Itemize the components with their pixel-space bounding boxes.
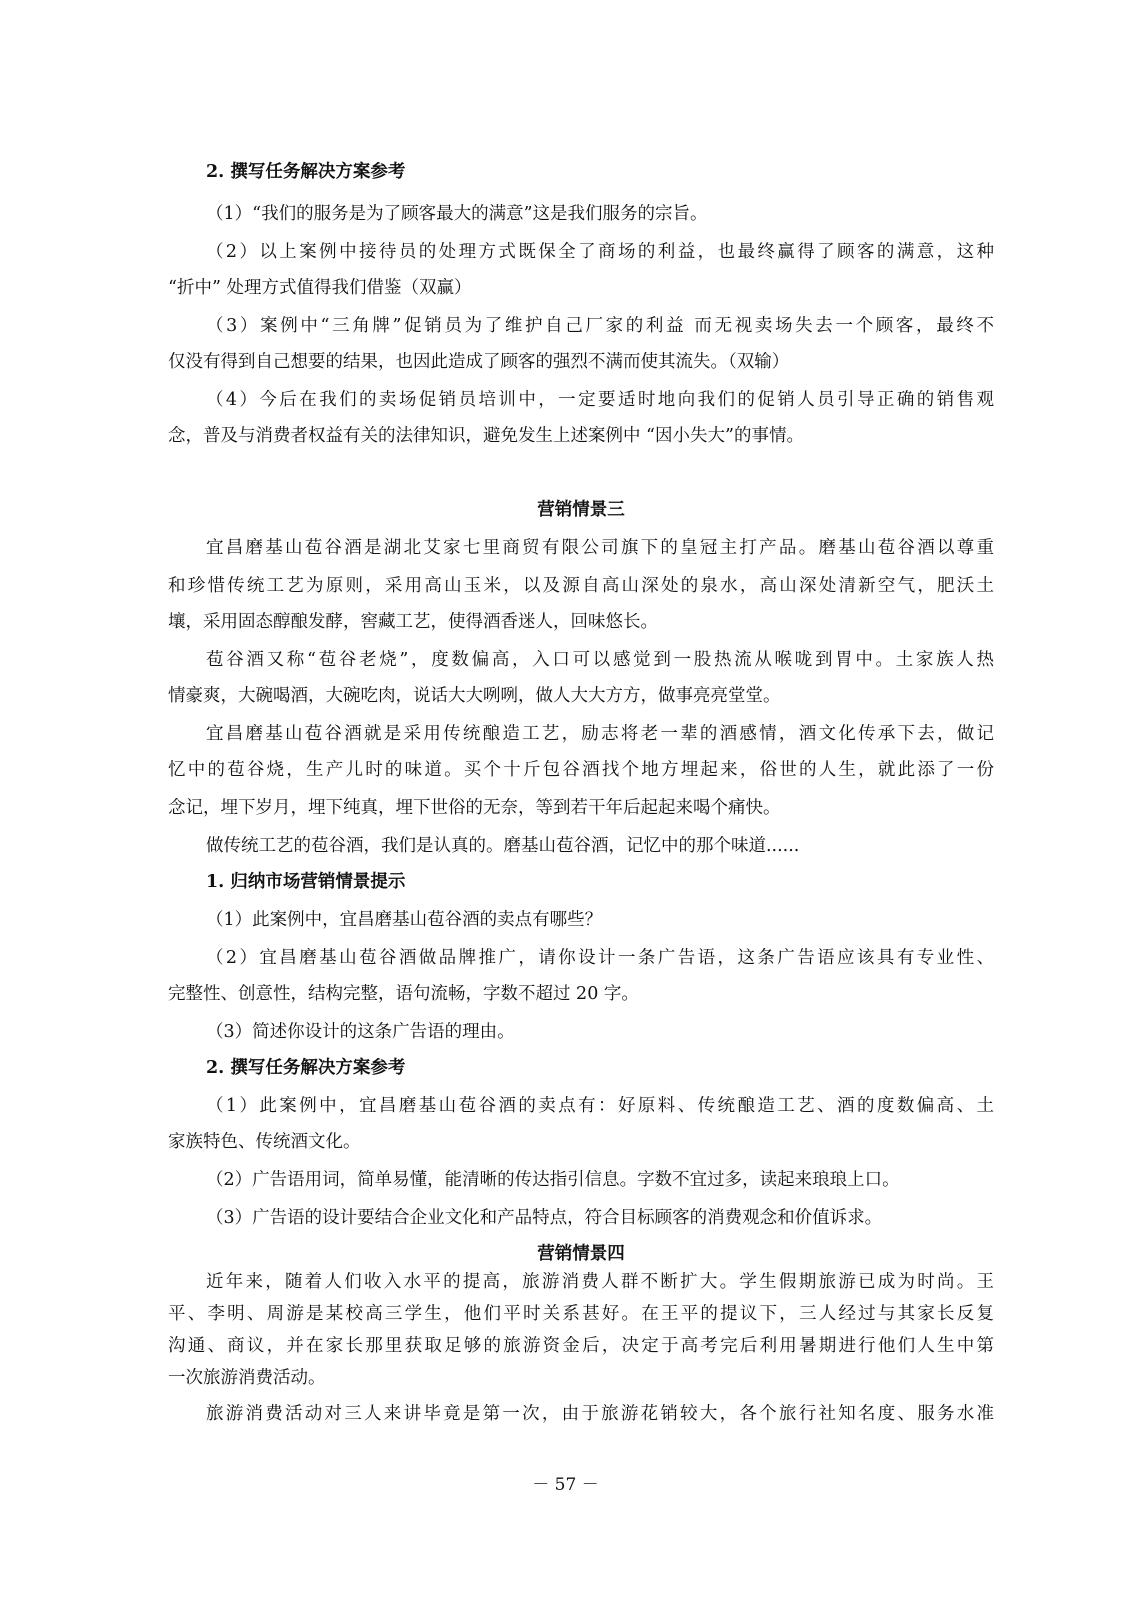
scene-title: 营销情景三 xyxy=(537,500,625,520)
paragraph-line: 沟通、商议，并在家长那里获取足够的旅游资金后，决定于高考完后利用暑期进行他们人生中第 xyxy=(168,1336,994,1356)
paragraph-line: 家族特色、传统酒文化。 xyxy=(168,1132,361,1152)
paragraph-line: （2）广告语用词，简单易懂，能清晰的传达指引信息。字数不宜过多，读起来琅琅上口。 xyxy=(206,1170,900,1190)
paragraph-line: 念，普及与消费者权益有关的法律知识，避免发生上述案例中 “因小失大”的事情。 xyxy=(168,426,804,446)
paragraph-line: 近年来，随着人们收入水平的提高，旅游消费人群不断扩大。学生假期旅游已成为时尚。王 xyxy=(206,1272,994,1292)
paragraph-line: （3）广告语的设计要结合企业文化和产品特点，符合目标顾客的消费观念和价值诉求。 xyxy=(206,1208,883,1228)
paragraph-line: 壤，采用固态醇酿发酵，窖藏工艺，使得酒香迷人，回味悠长。 xyxy=(168,612,658,632)
paragraph-line: 情豪爽，大碗喝酒，大碗吃肉，说话大大咧咧，做人大大方方，做事亮亮堂堂。 xyxy=(168,686,781,706)
page-number: － 57 － xyxy=(532,1475,599,1495)
paragraph-line: （1）此案例中，宜昌磨基山苞谷酒的卖点有：好原料、传统酿造工艺、酒的度数偏高、土 xyxy=(206,1096,994,1116)
scene-title: 营销情景四 xyxy=(537,1244,625,1264)
paragraph-line: 宜昌磨基山苞谷酒是湖北艾家七里商贸有限公司旗下的皇冠主打产品。磨基山苞谷酒以尊重 xyxy=(206,538,994,558)
paragraph-line: （3）简述你设计的这条广告语的理由。 xyxy=(206,1022,515,1042)
paragraph-line: 和珍惜传统工艺为原则，采用高山玉米，以及源自高山深处的泉水，高山深处清新空气，肥沃土 xyxy=(168,576,994,596)
paragraph-line: （4）今后在我们的卖场促销员培训中，一定要适时地向我们的促销人员引导正确的销售观 xyxy=(206,390,994,410)
section-heading: 1. 归纳市场营销情景提示 xyxy=(206,872,406,892)
paragraph-line: 旅游消费活动对三人来讲毕竟是第一次，由于旅游花销较大，各个旅行社知名度、服务水准 xyxy=(206,1404,994,1424)
section-heading: 2. 撰写任务解决方案参考 xyxy=(206,1058,406,1078)
section-heading: 2. 撰写任务解决方案参考 xyxy=(206,162,406,182)
paragraph-line: 一次旅游消费活动。 xyxy=(168,1368,326,1388)
paragraph-line: （2）以上案例中接待员的处理方式既保全了商场的利益，也最终赢得了顾客的满意，这种 xyxy=(206,242,994,262)
paragraph-line: （1）“我们的服务是为了顾客最大的满意”这是我们服务的宗旨。 xyxy=(206,204,708,224)
paragraph-line: 苞谷酒又称“苞谷老烧”，度数偏高，入口可以感觉到一股热流从喉咙到胃中。土家族人热 xyxy=(206,650,994,670)
paragraph-line: （1）此案例中，宜昌磨基山苞谷酒的卖点有哪些？ xyxy=(206,910,603,930)
paragraph-line: 宜昌磨基山苞谷酒就是采用传统酿造工艺，励志将老一辈的酒感情，酒文化传承下去，做记 xyxy=(206,724,994,744)
paragraph-line: （3）案例中“三角牌”促销员为了维护自己厂家的利益 而无视卖场失去一个顾客，最终不 xyxy=(206,316,994,336)
paragraph-line: 忆中的苞谷烧，生产儿时的味道。买个十斤包谷酒找个地方埋起来，俗世的人生，就此添了一份 xyxy=(168,760,994,780)
paragraph-line: 做传统工艺的苞谷酒，我们是认真的。磨基山苞谷酒，记忆中的那个味道...... xyxy=(206,836,800,856)
paragraph-line: 完整性、创意性，结构完整，语句流畅，字数不超过 20 字。 xyxy=(168,984,639,1004)
paragraph-line: 仅没有得到自己想要的结果，也因此造成了顾客的强烈不满而使其流失。（双输） xyxy=(168,352,790,372)
paragraph-line: 平、李明、周游是某校高三学生，他们平时关系甚好。在王平的提议下，三人经过与其家长反复 xyxy=(168,1304,994,1324)
paragraph-line: “折中” 处理方式值得我们借鉴（双赢） xyxy=(168,278,472,298)
paragraph-line: 念记，埋下岁月，埋下纯真，埋下世俗的无奈，等到若干年后起起来喝个痛快。 xyxy=(168,798,781,818)
paragraph-line: （2）宜昌磨基山苞谷酒做品牌推广，请你设计一条广告语，这条广告语应该具有专业性、 xyxy=(206,948,994,968)
